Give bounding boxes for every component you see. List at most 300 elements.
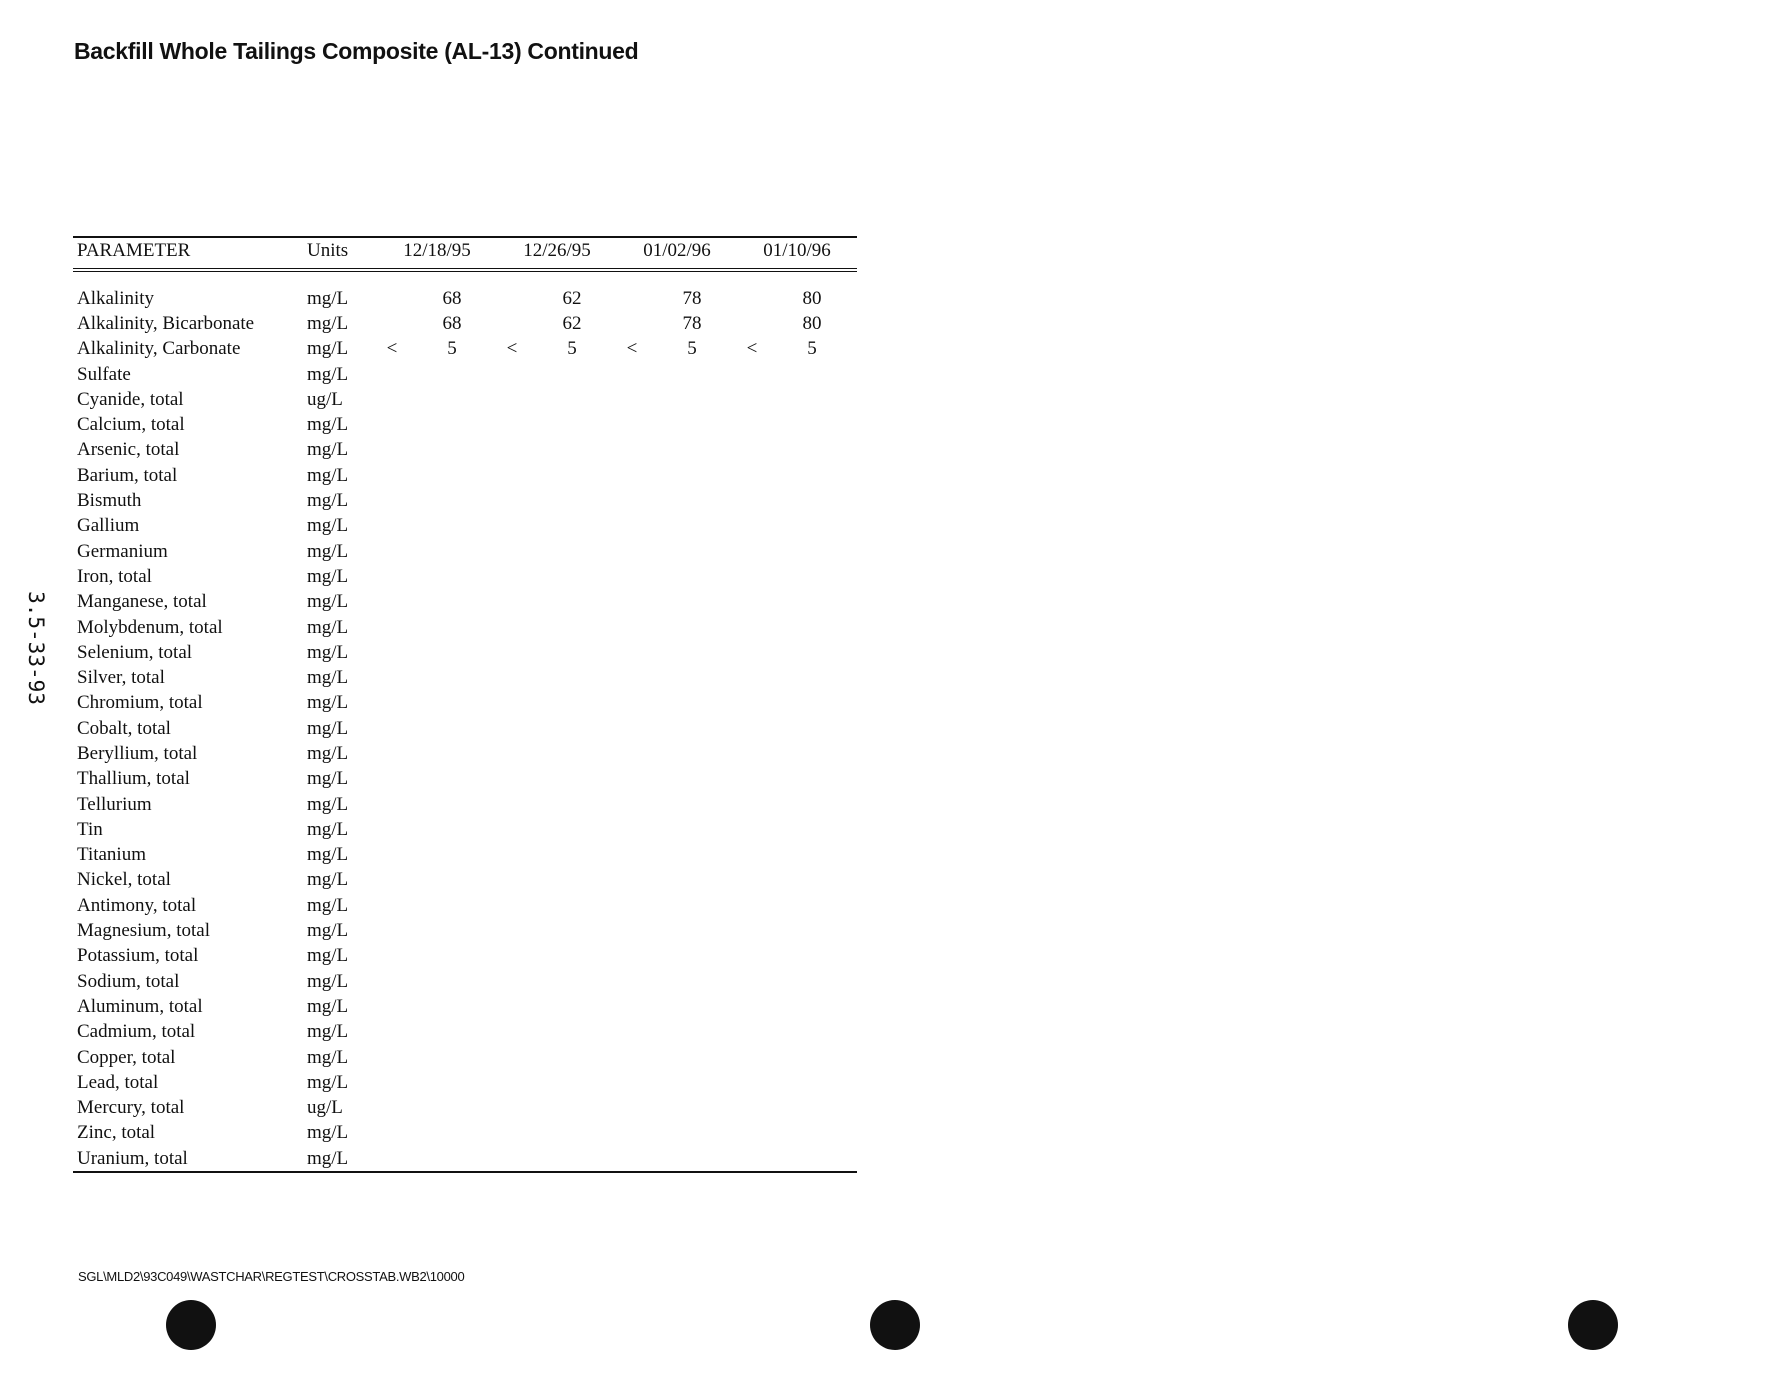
row-value: 80 — [802, 287, 822, 309]
row-qualifier — [737, 590, 767, 615]
row-qualifier — [497, 640, 527, 665]
spacer-row — [73, 270, 857, 286]
row-value — [647, 716, 737, 741]
row-parameter: Calcium, total — [77, 414, 185, 436]
row-qualifier — [737, 918, 767, 943]
row-value — [647, 514, 737, 539]
header-date-4: 01/10/96 — [737, 237, 857, 270]
row-qualifier — [377, 387, 407, 412]
row-qualifier — [377, 868, 407, 893]
row-value — [767, 412, 857, 437]
row-value — [767, 969, 857, 994]
row-parameter: Tellurium — [77, 793, 152, 815]
row-value — [767, 1045, 857, 1070]
row-value — [527, 514, 617, 539]
row-qualifier — [377, 488, 407, 513]
row-qualifier — [377, 1020, 407, 1045]
row-qualifier — [737, 1146, 767, 1172]
row-units: mg/L — [307, 970, 349, 992]
row-value: 5 — [567, 338, 577, 360]
row-value — [407, 716, 497, 741]
row-value — [407, 412, 497, 437]
punch-hole-right — [1568, 1300, 1618, 1350]
row-qualifier — [617, 1020, 647, 1045]
row-value — [407, 792, 497, 817]
row-parameter: Manganese, total — [77, 591, 207, 613]
row-qualifier — [497, 767, 527, 792]
row-qualifier — [617, 741, 647, 766]
table-row — [73, 1096, 857, 1121]
row-value — [647, 412, 737, 437]
row-units: mg/L — [303, 1146, 377, 1172]
row-qualifier — [497, 665, 527, 690]
row-units: mg/L — [307, 793, 349, 815]
table-row — [73, 615, 857, 640]
row-value — [527, 944, 617, 969]
row-qualifier — [377, 918, 407, 943]
row-units: mg/L — [307, 1071, 349, 1093]
row-qualifier — [617, 767, 647, 792]
row-value — [647, 767, 737, 792]
row-value — [527, 590, 617, 615]
row-qualifier — [737, 286, 767, 311]
row-value — [767, 362, 857, 387]
row-qualifier — [497, 1070, 527, 1095]
row-value — [407, 665, 497, 690]
row-value — [647, 463, 737, 488]
row-value — [527, 362, 617, 387]
row-qualifier — [497, 843, 527, 868]
row-qualifier — [617, 994, 647, 1019]
row-units: mg/L — [307, 439, 349, 461]
row-qualifier — [617, 716, 647, 741]
row-units: mg/L — [307, 464, 349, 486]
row-value — [647, 792, 737, 817]
row-parameter: Cobalt, total — [77, 717, 171, 739]
row-value — [767, 817, 857, 842]
row-qualifier — [377, 640, 407, 665]
row-qualifier — [617, 438, 647, 463]
row-qualifier — [377, 412, 407, 437]
row-value — [647, 843, 737, 868]
row-units: mg/L — [307, 920, 349, 942]
row-qualifier — [377, 969, 407, 994]
row-value: 78 — [682, 287, 702, 309]
row-value — [767, 767, 857, 792]
row-qualifier — [497, 615, 527, 640]
row-value: 68 — [442, 287, 462, 309]
table-row — [73, 590, 857, 615]
table-row — [73, 1146, 857, 1172]
row-parameter: Gallium — [77, 515, 140, 537]
row-value — [527, 1045, 617, 1070]
row-value — [767, 741, 857, 766]
row-value — [767, 994, 857, 1019]
row-value — [527, 615, 617, 640]
row-qualifier — [737, 1070, 767, 1095]
row-qualifier — [497, 539, 527, 564]
row-value — [647, 665, 737, 690]
row-value — [407, 817, 497, 842]
row-value — [647, 1146, 737, 1172]
row-qualifier — [377, 1045, 407, 1070]
row-value — [767, 1070, 857, 1095]
row-units: mg/L — [307, 768, 349, 790]
row-value — [647, 387, 737, 412]
row-qualifier — [617, 514, 647, 539]
row-value — [527, 918, 617, 943]
row-qualifier — [377, 362, 407, 387]
row-parameter: Barium, total — [77, 464, 178, 486]
row-parameter: Magnesium, total — [77, 920, 210, 942]
row-qualifier — [497, 1146, 527, 1172]
row-parameter: Sulfate — [77, 363, 131, 385]
row-qualifier — [497, 463, 527, 488]
row-qualifier — [377, 944, 407, 969]
row-value — [767, 488, 857, 513]
row-units: mg/L — [307, 945, 349, 967]
table-row — [73, 337, 857, 362]
row-parameter: Uranium, total — [73, 1146, 303, 1172]
row-units: mg/L — [307, 338, 349, 360]
row-value — [527, 994, 617, 1019]
row-value — [767, 691, 857, 716]
row-qualifier — [377, 463, 407, 488]
table-row — [73, 767, 857, 792]
row-qualifier — [737, 994, 767, 1019]
row-value — [647, 1096, 737, 1121]
row-parameter: Mercury, total — [77, 1097, 185, 1119]
row-value — [527, 843, 617, 868]
row-value — [767, 564, 857, 589]
row-qualifier — [497, 944, 527, 969]
table-row — [73, 387, 857, 412]
row-qualifier — [497, 691, 527, 716]
row-qualifier — [737, 716, 767, 741]
row-qualifier — [617, 1045, 647, 1070]
row-value — [767, 1146, 857, 1172]
row-qualifier — [737, 412, 767, 437]
row-value — [527, 387, 617, 412]
row-qualifier — [377, 843, 407, 868]
row-value — [647, 590, 737, 615]
row-qualifier — [617, 412, 647, 437]
table-row — [73, 792, 857, 817]
row-value — [407, 741, 497, 766]
row-value — [527, 969, 617, 994]
row-value — [407, 514, 497, 539]
row-qualifier — [497, 387, 527, 412]
row-qualifier — [377, 817, 407, 842]
row-parameter: Bismuth — [77, 490, 142, 512]
row-value — [407, 488, 497, 513]
row-value — [527, 1096, 617, 1121]
row-parameter: Aluminum, total — [77, 995, 203, 1017]
table-row — [73, 514, 857, 539]
row-value — [647, 564, 737, 589]
row-value — [647, 817, 737, 842]
row-value — [767, 918, 857, 943]
row-parameter: Iron, total — [77, 565, 152, 587]
row-qualifier — [617, 792, 647, 817]
table-row — [73, 969, 857, 994]
row-value — [407, 463, 497, 488]
row-value — [527, 893, 617, 918]
row-units: mg/L — [307, 995, 349, 1017]
row-value — [407, 1045, 497, 1070]
row-value — [767, 463, 857, 488]
row-qualifier — [497, 994, 527, 1019]
row-value — [527, 412, 617, 437]
row-qualifier — [737, 387, 767, 412]
row-qualifier — [737, 767, 767, 792]
row-qualifier — [497, 514, 527, 539]
row-qualifier — [377, 311, 407, 336]
row-qualifier — [377, 792, 407, 817]
header-parameter: PARAMETER — [73, 237, 303, 270]
row-qualifier — [497, 716, 527, 741]
row-value: 5 — [807, 338, 817, 360]
row-value — [527, 463, 617, 488]
row-qualifier — [497, 1096, 527, 1121]
row-qualifier — [617, 387, 647, 412]
row-qualifier — [497, 893, 527, 918]
row-qualifier — [497, 741, 527, 766]
row-qualifier — [737, 691, 767, 716]
row-value — [647, 539, 737, 564]
row-qualifier — [737, 868, 767, 893]
row-value — [407, 868, 497, 893]
row-value — [767, 1020, 857, 1045]
row-qualifier — [737, 893, 767, 918]
row-units: mg/L — [307, 692, 349, 714]
table-row — [73, 640, 857, 665]
row-qualifier — [737, 488, 767, 513]
row-value — [527, 1121, 617, 1146]
row-value — [647, 741, 737, 766]
row-value — [527, 868, 617, 893]
row-qualifier: < — [506, 338, 518, 360]
row-qualifier — [617, 286, 647, 311]
row-qualifier — [497, 488, 527, 513]
row-qualifier — [377, 893, 407, 918]
row-qualifier — [617, 590, 647, 615]
row-value — [527, 564, 617, 589]
row-value: 78 — [682, 312, 702, 334]
row-units: mg/L — [307, 591, 349, 613]
row-qualifier — [617, 817, 647, 842]
row-qualifier — [737, 741, 767, 766]
row-value — [647, 1045, 737, 1070]
row-qualifier — [617, 691, 647, 716]
row-value — [767, 716, 857, 741]
row-qualifier — [617, 1096, 647, 1121]
row-units: mg/L — [307, 869, 349, 891]
row-units: mg/L — [307, 414, 349, 436]
row-qualifier — [497, 918, 527, 943]
row-units: ug/L — [307, 388, 343, 410]
row-qualifier — [377, 741, 407, 766]
row-qualifier — [377, 438, 407, 463]
row-parameter: Lead, total — [77, 1071, 159, 1093]
row-value — [647, 918, 737, 943]
table-row — [73, 893, 857, 918]
row-parameter: Chromium, total — [77, 692, 203, 714]
row-qualifier — [737, 539, 767, 564]
row-qualifier — [377, 691, 407, 716]
row-qualifier — [737, 640, 767, 665]
row-value — [767, 514, 857, 539]
table-row — [73, 944, 857, 969]
row-parameter: Nickel, total — [77, 869, 171, 891]
row-qualifier — [377, 665, 407, 690]
row-value — [767, 868, 857, 893]
row-qualifier — [497, 1121, 527, 1146]
row-units: mg/L — [307, 818, 349, 840]
file-path-footer: SGL\MLD2\93C049\WASTCHAR\REGTEST\CROSSTAB.WB2\10000 — [78, 1269, 465, 1284]
table-row — [73, 1070, 857, 1095]
row-qualifier — [737, 792, 767, 817]
row-parameter: Molybdenum, total — [77, 616, 223, 638]
row-qualifier — [617, 893, 647, 918]
row-qualifier — [737, 1045, 767, 1070]
row-parameter: Tin — [77, 818, 103, 840]
table-row — [73, 1045, 857, 1070]
row-qualifier — [617, 868, 647, 893]
row-qualifier — [377, 994, 407, 1019]
row-value — [407, 944, 497, 969]
row-value — [767, 1121, 857, 1146]
row-value — [407, 1121, 497, 1146]
row-qualifier — [497, 564, 527, 589]
row-qualifier — [617, 843, 647, 868]
row-value — [647, 868, 737, 893]
table-row — [73, 286, 857, 311]
row-parameter: Copper, total — [77, 1046, 176, 1068]
header-date-3: 01/02/96 — [617, 237, 737, 270]
row-qualifier — [377, 1096, 407, 1121]
row-units: mg/L — [307, 894, 349, 916]
row-qualifier — [617, 488, 647, 513]
row-value — [407, 767, 497, 792]
row-qualifier — [497, 969, 527, 994]
row-value — [407, 438, 497, 463]
row-parameter: Potassium, total — [77, 945, 199, 967]
row-value — [527, 792, 617, 817]
row-value — [527, 665, 617, 690]
row-qualifier: < — [626, 338, 638, 360]
header-date-1: 12/18/95 — [377, 237, 497, 270]
row-value — [407, 1070, 497, 1095]
row-value — [407, 918, 497, 943]
row-qualifier — [617, 362, 647, 387]
row-parameter: Cadmium, total — [77, 1021, 196, 1043]
parameter-table — [73, 236, 857, 1173]
table-row — [73, 438, 857, 463]
row-value — [647, 1070, 737, 1095]
row-value — [407, 590, 497, 615]
table-row — [73, 488, 857, 513]
row-qualifier — [617, 463, 647, 488]
row-units: mg/L — [307, 565, 349, 587]
row-units: mg/L — [307, 641, 349, 663]
row-value — [527, 691, 617, 716]
row-qualifier — [377, 590, 407, 615]
row-qualifier — [737, 665, 767, 690]
row-units: mg/L — [307, 287, 349, 309]
row-units: mg/L — [307, 1122, 349, 1144]
row-parameter: Cyanide, total — [77, 388, 184, 410]
row-qualifier — [737, 1020, 767, 1045]
table-row — [73, 362, 857, 387]
row-qualifier — [497, 1045, 527, 1070]
row-units: mg/L — [307, 1046, 349, 1068]
row-value — [647, 362, 737, 387]
row-qualifier — [617, 640, 647, 665]
row-parameter: Alkalinity, Carbonate — [77, 338, 241, 360]
row-units: mg/L — [307, 515, 349, 537]
row-units: mg/L — [307, 540, 349, 562]
row-qualifier — [377, 1070, 407, 1095]
table-row — [73, 817, 857, 842]
row-qualifier — [377, 286, 407, 311]
row-value — [767, 893, 857, 918]
row-value — [767, 944, 857, 969]
row-qualifier — [617, 615, 647, 640]
row-value — [767, 1096, 857, 1121]
row-value — [527, 539, 617, 564]
row-value: 62 — [562, 312, 582, 334]
row-qualifier — [497, 438, 527, 463]
row-qualifier — [497, 1020, 527, 1045]
row-value: 5 — [687, 338, 697, 360]
row-value — [647, 615, 737, 640]
row-units: mg/L — [307, 616, 349, 638]
row-qualifier: < — [746, 338, 758, 360]
row-qualifier — [497, 412, 527, 437]
row-qualifier — [737, 311, 767, 336]
row-qualifier — [737, 817, 767, 842]
row-parameter: Alkalinity, Bicarbonate — [77, 312, 255, 334]
row-value — [647, 944, 737, 969]
row-value — [767, 792, 857, 817]
table-row — [73, 1121, 857, 1146]
row-value — [407, 969, 497, 994]
table-row — [73, 665, 857, 690]
row-value — [527, 767, 617, 792]
row-parameter: Alkalinity — [77, 287, 155, 309]
row-value — [407, 387, 497, 412]
row-value — [407, 362, 497, 387]
row-units: mg/L — [307, 312, 349, 334]
row-parameter: Sodium, total — [77, 970, 180, 992]
row-qualifier — [617, 1121, 647, 1146]
row-qualifier — [497, 286, 527, 311]
row-units: mg/L — [307, 844, 349, 866]
punch-hole-left — [166, 1300, 216, 1350]
row-qualifier — [377, 539, 407, 564]
row-qualifier: < — [386, 338, 398, 360]
row-qualifier — [497, 817, 527, 842]
row-value — [527, 716, 617, 741]
row-qualifier — [497, 590, 527, 615]
table-row — [73, 311, 857, 336]
table-row — [73, 412, 857, 437]
table-row — [73, 868, 857, 893]
row-qualifier — [737, 969, 767, 994]
table-row — [73, 564, 857, 589]
row-parameter: Silver, total — [77, 667, 165, 689]
